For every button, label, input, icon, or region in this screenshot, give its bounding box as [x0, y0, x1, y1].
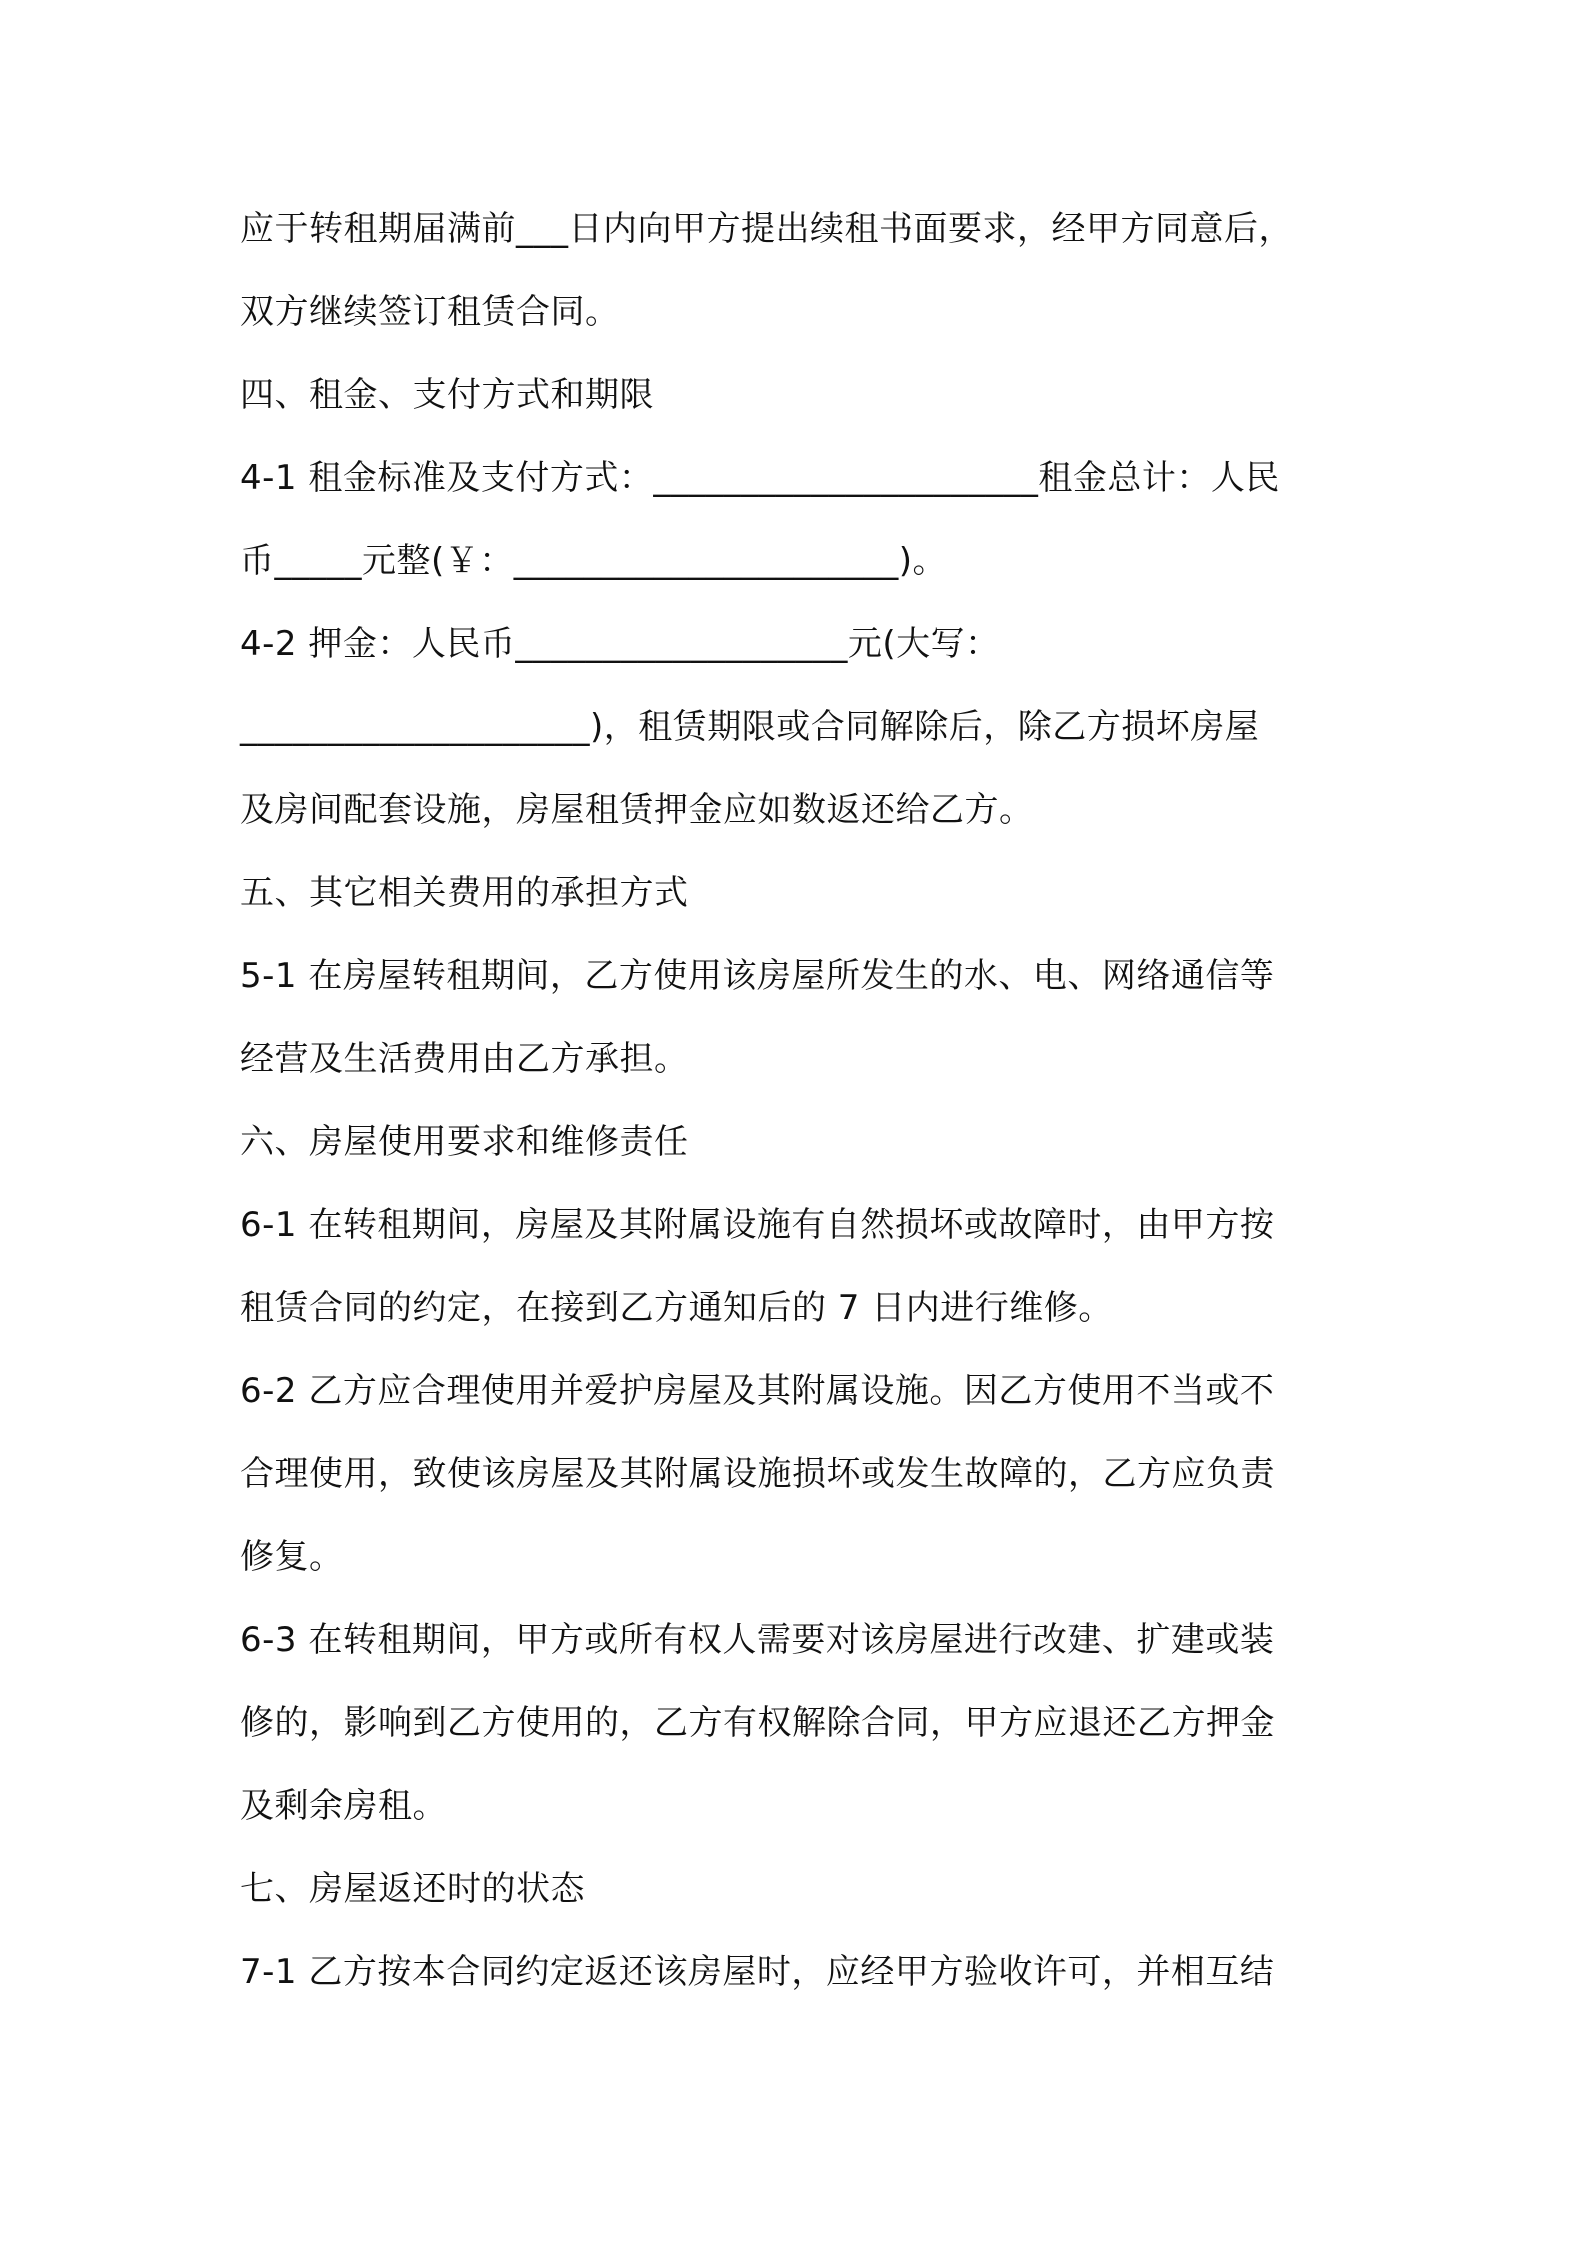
text-line: 应于转租期届满前___日内向甲方提出续租书面要求，经甲方同意后， [240, 209, 1293, 249]
section-heading: 七、房屋返还时的状态 [240, 1869, 585, 1909]
text-line: 4-2 押金：人民币___________________元(大写： [240, 624, 1000, 664]
text-line: 6-3 在转租期间，甲方或所有权人需要对该房屋进行改建、扩建或装 [240, 1620, 1275, 1660]
text-line: 5-1 在房屋转租期间，乙方使用该房屋所发生的水、电、网络通信等 [240, 956, 1275, 996]
text-line: 及房间配套设施，房屋租赁押金应如数返还给乙方。 [240, 790, 1034, 830]
text-line: ____________________)，租赁期限或合同解除后，除乙方损坏房屋 [240, 707, 1260, 747]
text-line: 4-1 租金标准及支付方式：______________________租金总计：人民 [240, 458, 1280, 498]
section-heading: 五、其它相关费用的承担方式 [240, 873, 689, 913]
text-line: 双方继续签订租赁合同。 [240, 292, 620, 332]
text-line: 经营及生活费用由乙方承担。 [240, 1039, 689, 1079]
text-line: 币_____元整(￥：______________________)。 [240, 541, 948, 581]
section-heading: 六、房屋使用要求和维修责任 [240, 1122, 689, 1162]
text-line: 合理使用，致使该房屋及其附属设施损坏或发生故障的，乙方应负责 [240, 1454, 1275, 1494]
section-heading: 四、租金、支付方式和期限 [240, 375, 654, 415]
text-line: 及剩余房租。 [240, 1786, 447, 1826]
text-line: 修的，影响到乙方使用的，乙方有权解除合同，甲方应退还乙方押金 [240, 1703, 1275, 1743]
text-line: 6-2 乙方应合理使用并爱护房屋及其附属设施。因乙方使用不当或不 [240, 1371, 1275, 1411]
text-line: 租赁合同的约定，在接到乙方通知后的 7 日内进行维修。 [240, 1288, 1113, 1328]
text-line: 7-1 乙方按本合同约定返还该房屋时，应经甲方验收许可，并相互结 [240, 1952, 1275, 1992]
text-line: 修复。 [240, 1537, 344, 1577]
text-line: 6-1 在转租期间，房屋及其附属设施有自然损坏或故障时，由甲方按 [240, 1205, 1275, 1245]
